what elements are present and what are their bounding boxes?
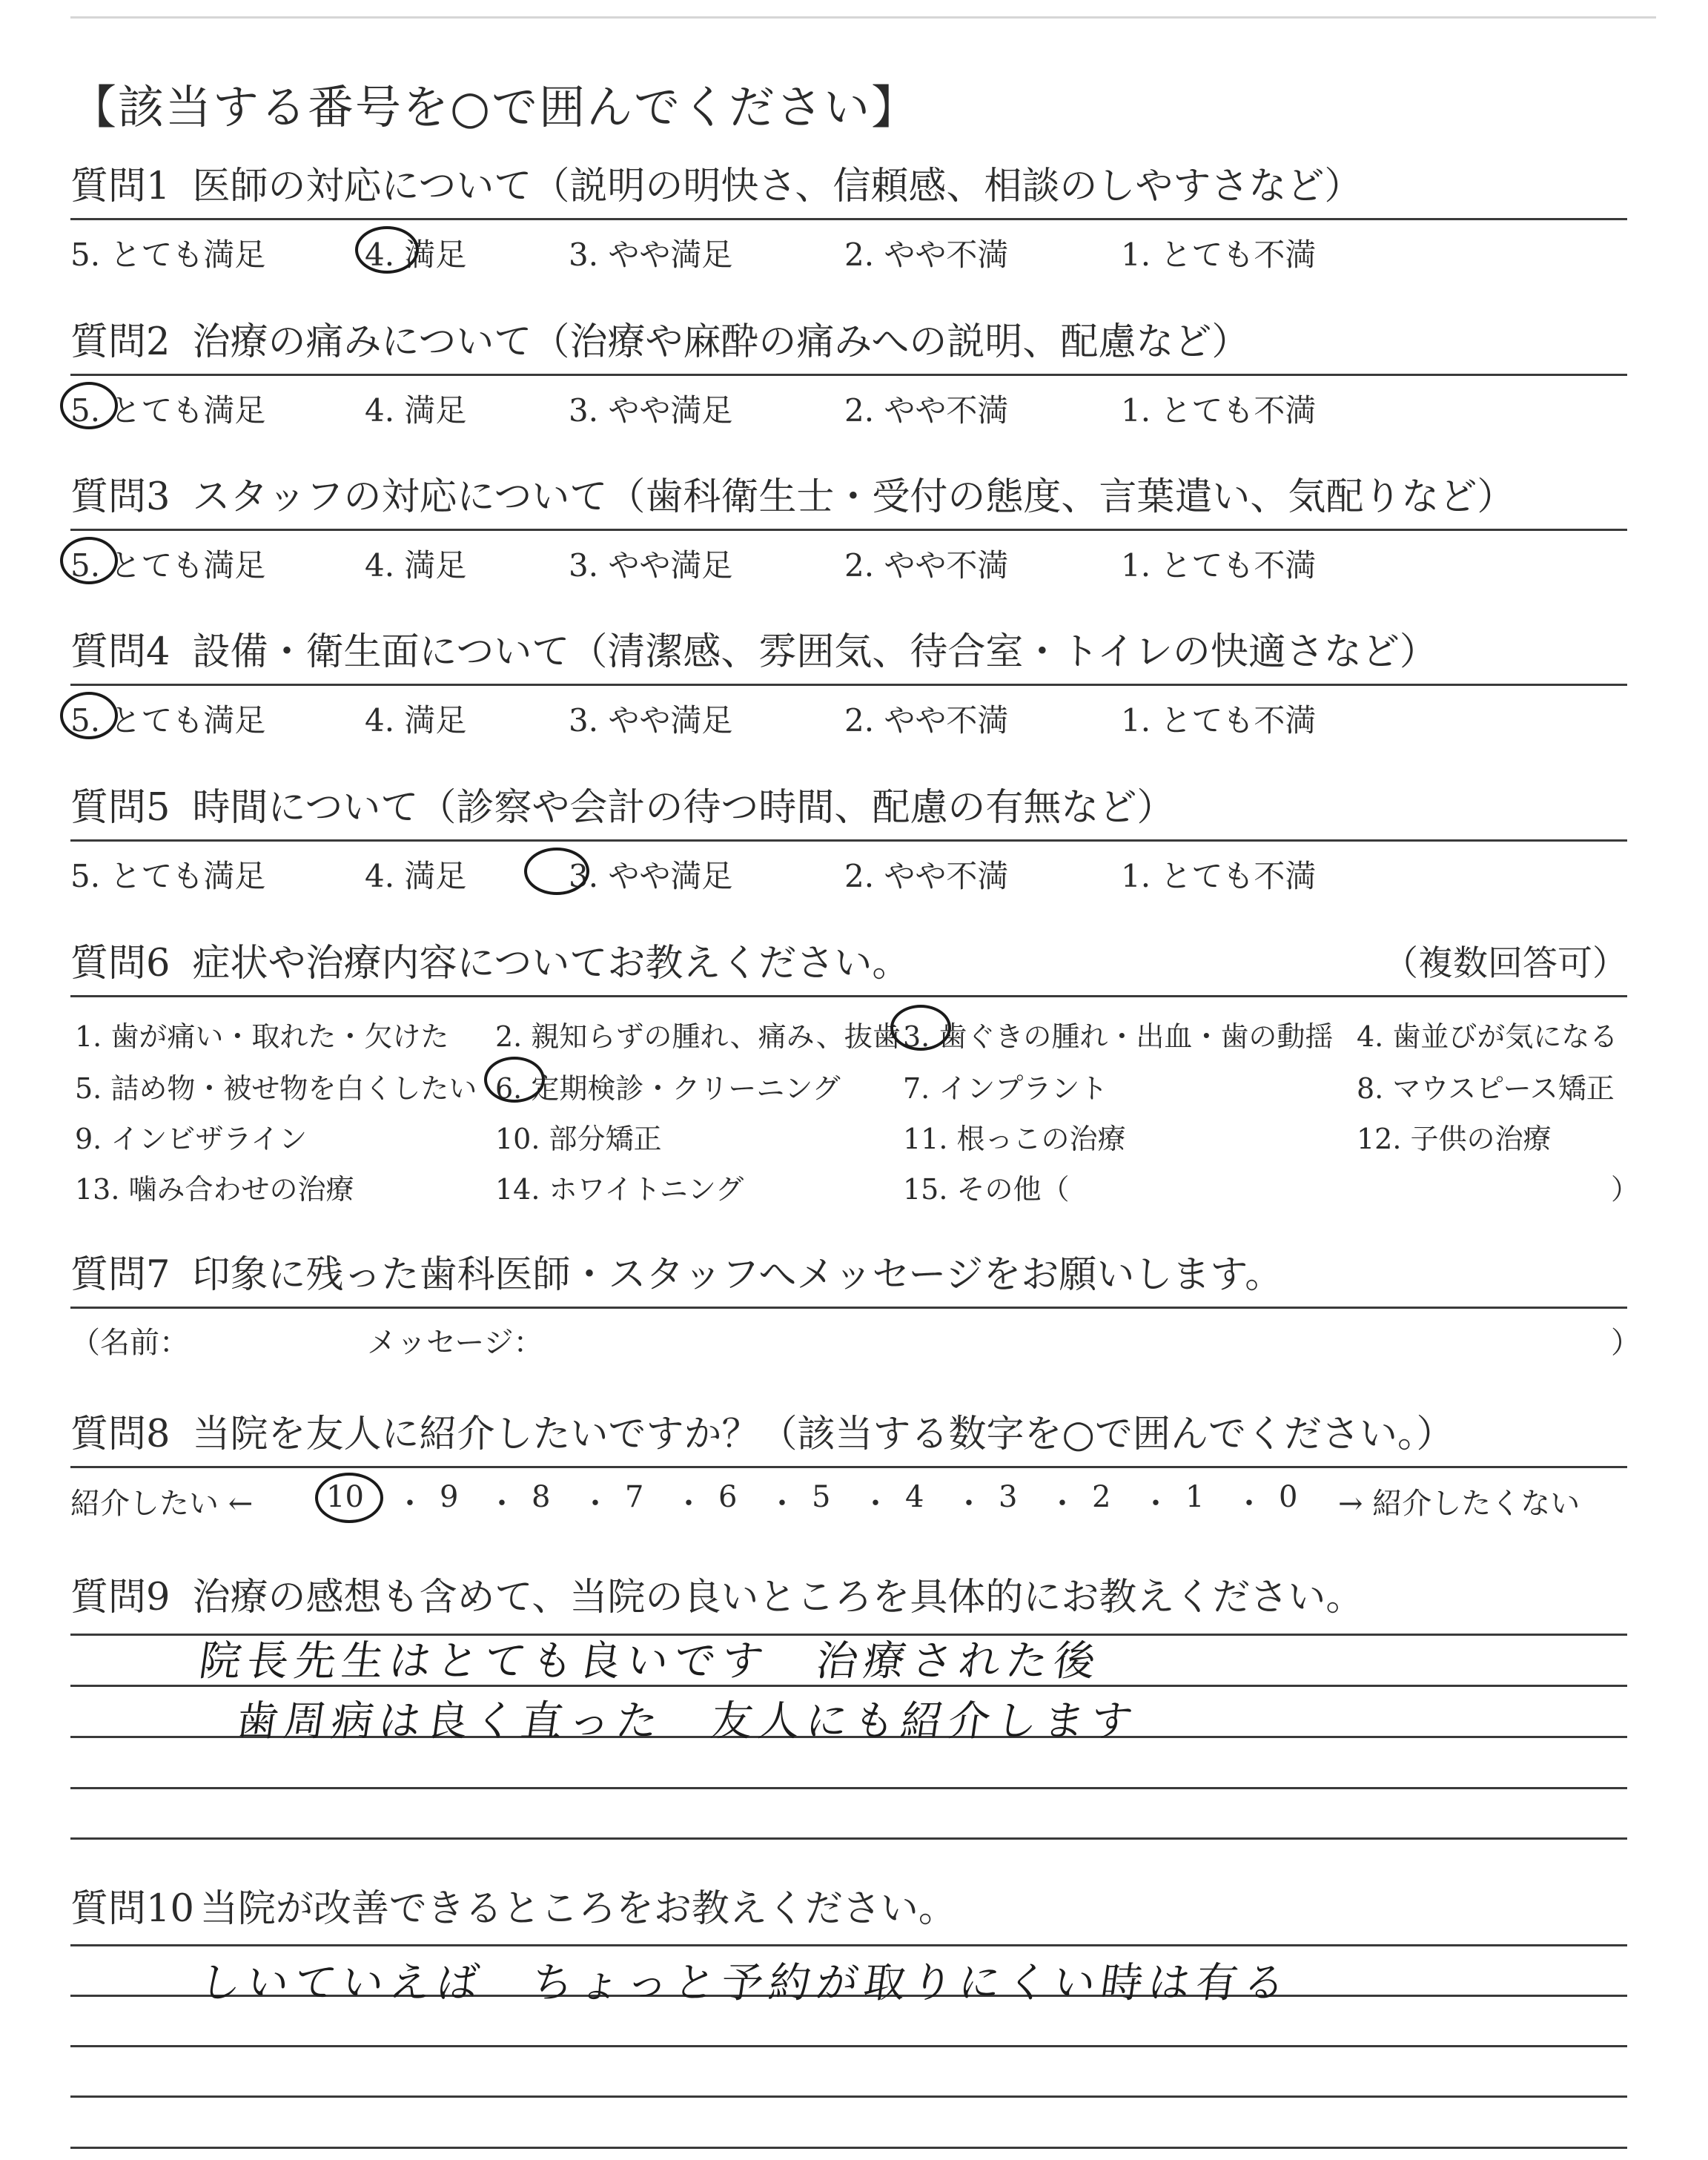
option-1[interactable]: 1. とても不満 xyxy=(1121,547,1317,584)
answer-line xyxy=(70,2095,1627,2098)
symptom-option[interactable]: 7. インプラント xyxy=(903,1072,1108,1105)
handwritten-answer: 歯周病は良く直った 友人にも紹介します xyxy=(233,1697,1142,1745)
scale-dot: ・ xyxy=(487,1487,517,1521)
option-1[interactable]: 1. とても不満 xyxy=(1121,858,1317,894)
scale-left-label: 紹介したい ← xyxy=(70,1487,254,1521)
answer-line xyxy=(70,2147,1627,2149)
message-label: メッセージ： xyxy=(367,1326,543,1360)
question-number: 質問4 xyxy=(70,630,171,674)
scale-dot: ・ xyxy=(674,1487,704,1521)
option-1[interactable]: 1. とても不満 xyxy=(1121,392,1317,429)
option-4[interactable]: 4. 満足 xyxy=(365,547,467,584)
selection-circle xyxy=(890,1005,951,1051)
question-3 xyxy=(70,475,1627,583)
question-7 xyxy=(70,1253,1641,1361)
scale-dot: ・ xyxy=(395,1487,425,1521)
selection-circle xyxy=(315,1473,383,1523)
question-number: 質問10 xyxy=(70,1887,194,1931)
question-heading xyxy=(70,786,1627,839)
scale-value-8[interactable]: 8 xyxy=(532,1480,551,1514)
symptom-option[interactable]: 2. 親知らずの腫れ、痛み、抜歯 xyxy=(495,1020,901,1053)
option-2[interactable]: 2. やや不満 xyxy=(844,547,1009,584)
question-heading xyxy=(70,475,1627,529)
option-3[interactable]: 3. やや満足 xyxy=(569,392,733,429)
symptom-option[interactable]: 13. 噛み合わせの治療 xyxy=(75,1173,354,1206)
scale-dot: ・ xyxy=(580,1487,610,1521)
selection-circle xyxy=(355,226,419,274)
symptom-option[interactable]: 15. その他（ xyxy=(903,1173,1070,1206)
handwritten-answer: しいていえば ちょっと予約が取りにくい時は有る xyxy=(196,1959,1294,2007)
question-number: 質問6 xyxy=(70,942,171,985)
option-3[interactable]: 3. やや満足 xyxy=(569,547,733,584)
option-4[interactable]: 4. 満足 xyxy=(365,858,467,894)
question-heading xyxy=(70,942,1627,995)
question-number: 質問7 xyxy=(70,1253,171,1297)
question-number: 質問1 xyxy=(70,165,171,208)
symptom-option[interactable]: 5. 詰め物・被せ物を白くしたい xyxy=(75,1072,477,1105)
rating-options xyxy=(70,842,1627,894)
selection-circle xyxy=(60,382,118,429)
question-10 xyxy=(70,1887,1627,1941)
question-heading xyxy=(70,165,1627,218)
scale-dot: ・ xyxy=(954,1487,984,1521)
question-8 xyxy=(70,1413,1627,1527)
option-4[interactable]: 4. 満足 xyxy=(365,237,467,273)
question-heading xyxy=(70,630,1627,684)
option-5[interactable]: 5. とても満足 xyxy=(70,547,266,584)
rating-options xyxy=(70,686,1627,738)
option-4[interactable]: 4. 満足 xyxy=(365,392,467,429)
symptom-options xyxy=(70,997,1640,1212)
symptom-option[interactable]: 6. 定期検診・クリーニング xyxy=(495,1072,841,1105)
question-number: 質問8 xyxy=(70,1413,171,1456)
option-3[interactable]: 3. やや満足 xyxy=(569,237,733,273)
symptom-option[interactable]: 14. ホワイトニング xyxy=(495,1173,744,1206)
rating-options xyxy=(70,376,1627,428)
symptom-option[interactable]: 12. 子供の治療 xyxy=(1357,1123,1552,1155)
question-text: 当院が改善できるところをお教えください。 xyxy=(199,1887,956,1931)
question-text: 治療の痛みについて（治療や麻酔の痛みへの説明、配慮など） xyxy=(192,320,1250,364)
scale-value-6[interactable]: 6 xyxy=(718,1480,738,1514)
scale-dot: ・ xyxy=(1047,1487,1077,1521)
scale-value-7[interactable]: 7 xyxy=(625,1480,644,1514)
symptom-option[interactable]: 9. インビザライン xyxy=(75,1123,308,1155)
question-text: 医師の対応について（説明の明快さ、信頼感、相談のしやすさなど） xyxy=(192,165,1363,208)
option-5[interactable]: 5. とても満足 xyxy=(70,858,266,894)
symptom-option[interactable]: 11. 根っこの治療 xyxy=(903,1123,1126,1155)
option-2[interactable]: 2. やや不満 xyxy=(844,237,1009,273)
page-title: 【該当する番号を○で囲んでください】 xyxy=(70,80,919,134)
question-number: 質問3 xyxy=(70,475,171,519)
question-6 xyxy=(70,942,1640,1212)
multi-answer-note: （複数回答可） xyxy=(1383,943,1627,984)
question-number: 質問9 xyxy=(70,1576,171,1619)
option-5[interactable]: 5. とても満足 xyxy=(70,702,266,739)
answer-line xyxy=(70,2045,1627,2047)
question-4 xyxy=(70,630,1627,738)
name-label: （名前： xyxy=(70,1326,189,1360)
option-3[interactable]: 3. やや満足 xyxy=(569,858,733,894)
question-number: 質問2 xyxy=(70,320,171,364)
option-1[interactable]: 1. とても不満 xyxy=(1121,702,1317,739)
answer-line xyxy=(70,1837,1627,1840)
question-text: 時間について（診察や会計の待つ時間、配慮の有無など） xyxy=(192,786,1175,830)
question-heading xyxy=(70,1576,1627,1629)
scale-value-4[interactable]: 4 xyxy=(905,1480,924,1514)
option-2[interactable]: 2. やや不満 xyxy=(844,702,1009,739)
question-heading xyxy=(70,1413,1627,1466)
question-text: 治療の感想も含めて、当院の良いところを具体的にお教えください。 xyxy=(192,1576,1364,1619)
scale-dot: ・ xyxy=(1141,1487,1171,1521)
selection-circle xyxy=(524,848,589,895)
selection-circle xyxy=(60,537,118,584)
rating-options xyxy=(70,531,1627,583)
question-heading xyxy=(70,1887,1627,1941)
handwritten-answer: 院長先生はとても良いです 治療された後 xyxy=(196,1637,1105,1685)
option-2[interactable]: 2. やや不満 xyxy=(844,392,1009,429)
selection-circle xyxy=(484,1057,545,1103)
question-text: 当院を友人に紹介したいですか？（該当する数字を○で囲んでください。） xyxy=(192,1413,1454,1456)
symptom-option[interactable]: 10. 部分矯正 xyxy=(495,1123,662,1155)
question-text: 設備・衛生面について（清潔感、雰囲気、待合室・トイレの快適さなど） xyxy=(192,630,1437,674)
recommend-scale xyxy=(70,1468,1627,1527)
scale-value-1[interactable]: 1 xyxy=(1185,1480,1205,1514)
question-5 xyxy=(70,786,1627,894)
answer-line xyxy=(70,1944,1627,1946)
option-3[interactable]: 3. やや満足 xyxy=(569,702,733,739)
selection-circle xyxy=(60,692,118,739)
rating-options xyxy=(70,220,1627,272)
top-border xyxy=(70,16,1656,19)
question-text: 印象に残った歯科医師・スタッフへメッセージをお願いします。 xyxy=(192,1253,1283,1297)
scale-value-9[interactable]: 9 xyxy=(440,1480,459,1514)
option-4[interactable]: 4. 満足 xyxy=(365,702,467,739)
message-close-paren: ） xyxy=(1611,1326,1641,1360)
symptom-option[interactable]: 8. マウスピース矯正 xyxy=(1357,1072,1615,1105)
scale-value-2[interactable]: 2 xyxy=(1092,1480,1111,1514)
question-text: スタッフの対応について（歯科衛生士・受付の態度、言葉遣い、気配りなど） xyxy=(192,475,1515,519)
question-1 xyxy=(70,165,1627,272)
answer-line xyxy=(70,1787,1627,1789)
symptom-option[interactable]: 1. 歯が痛い・取れた・欠けた xyxy=(75,1020,449,1053)
question-heading xyxy=(70,1253,1627,1307)
symptom-option[interactable]: 3. 歯ぐきの腫れ・出血・歯の動揺 xyxy=(903,1020,1334,1053)
question-number: 質問5 xyxy=(70,786,171,830)
scale-right-label: → 紹介したくない xyxy=(1338,1487,1580,1521)
option-5[interactable]: 5. とても満足 xyxy=(70,392,266,429)
option-2[interactable]: 2. やや不満 xyxy=(844,858,1009,894)
question-text: 症状や治療内容についてお教えください。 xyxy=(192,942,910,985)
question-9 xyxy=(70,1576,1627,1629)
question-2 xyxy=(70,320,1627,428)
message-row xyxy=(70,1309,1641,1361)
scale-dot: ・ xyxy=(861,1487,890,1521)
scale-value-10[interactable]: 10 xyxy=(326,1480,364,1514)
other-close-paren: ） xyxy=(1611,1173,1640,1206)
symptom-option[interactable]: 4. 歯並びが気になる xyxy=(1357,1020,1618,1053)
question-heading xyxy=(70,320,1627,374)
option-5[interactable]: 5. とても満足 xyxy=(70,237,266,273)
option-1[interactable]: 1. とても不満 xyxy=(1121,237,1317,273)
scale-value-5[interactable]: 5 xyxy=(812,1480,831,1514)
scale-dot: ・ xyxy=(1234,1487,1264,1521)
scale-value-3[interactable]: 3 xyxy=(999,1480,1018,1514)
scale-value-0[interactable]: 0 xyxy=(1279,1480,1298,1514)
scale-dot: ・ xyxy=(767,1487,797,1521)
